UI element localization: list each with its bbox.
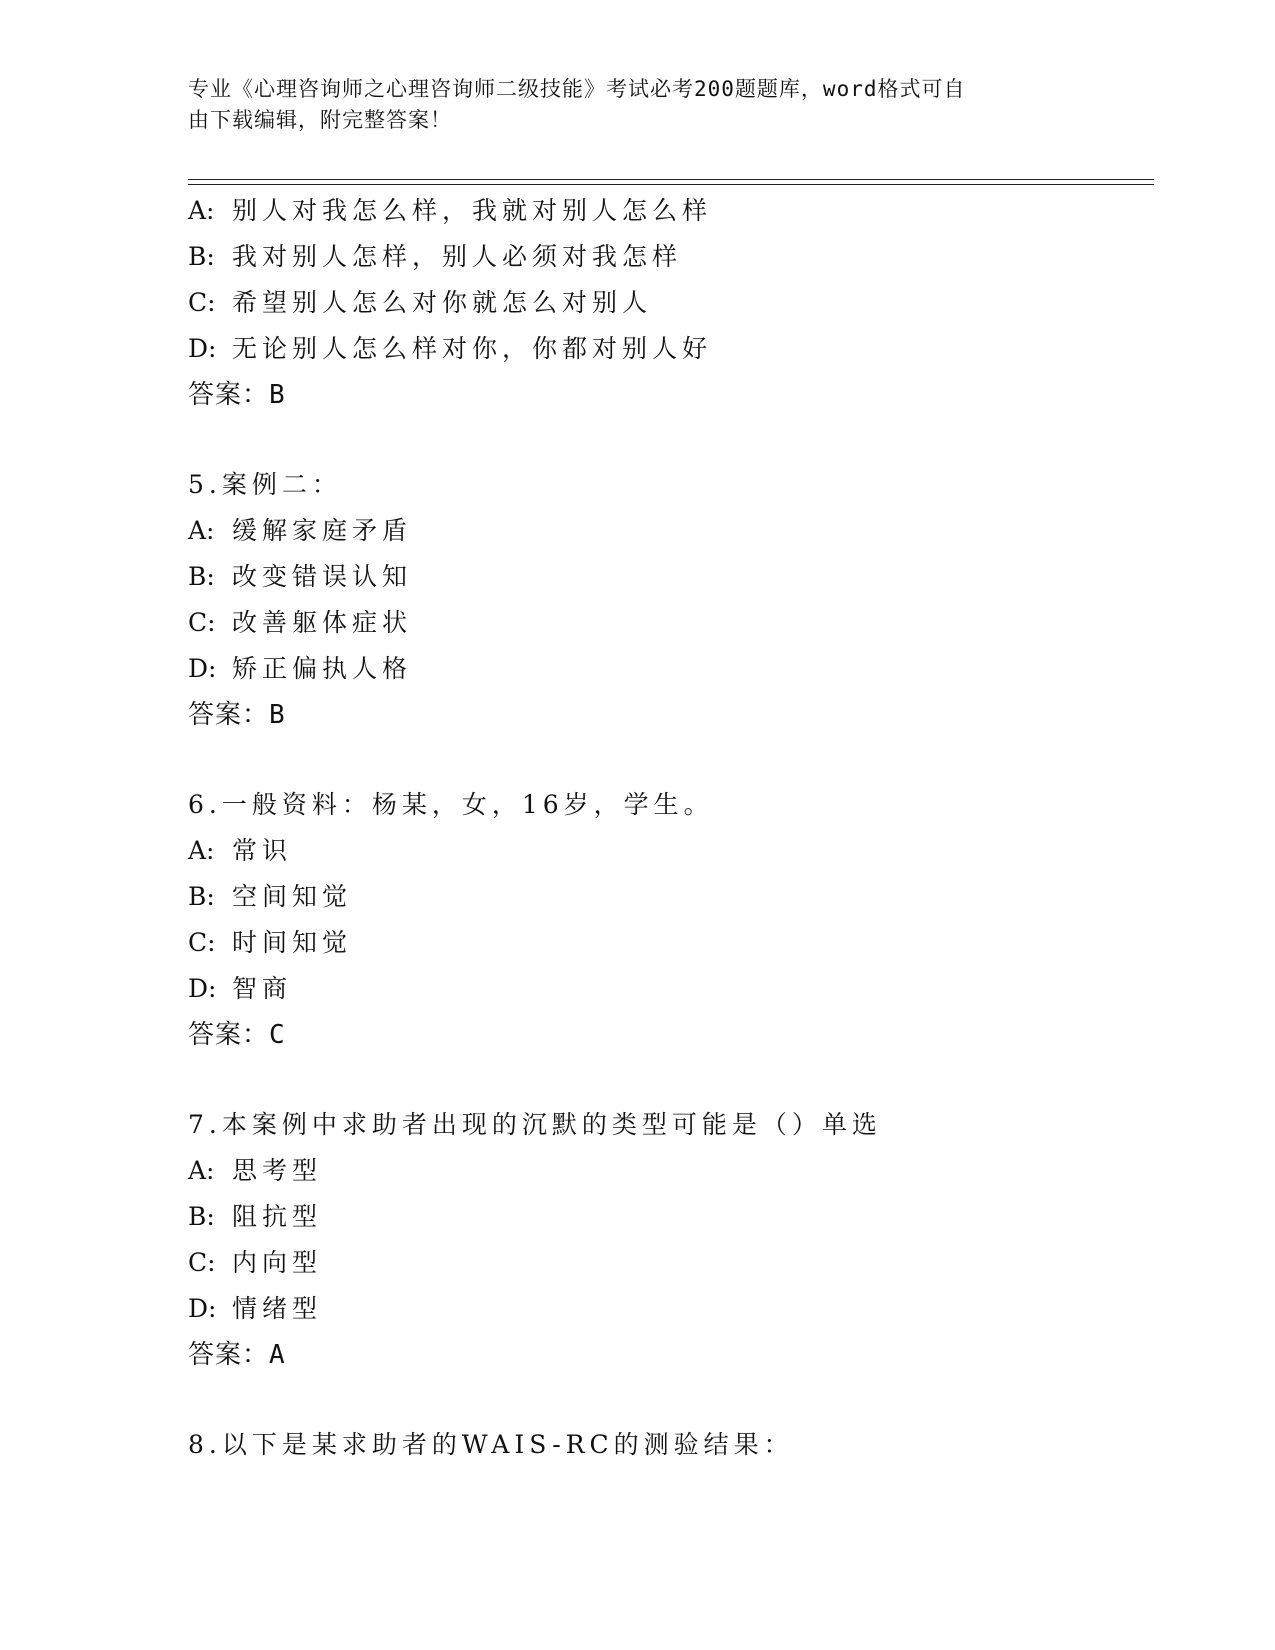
header-title-line-1: 专业《心理咨询师之心理咨询师二级技能》考试必考200题题库，word格式可自 <box>188 77 966 101</box>
option-text: 内向型 <box>232 1248 323 1277</box>
question-stem: 7.本案例中求助者出现的沉默的类型可能是（）单选 <box>188 1110 882 1139</box>
option-key: B: <box>188 1202 215 1231</box>
option-key: C: <box>188 288 216 317</box>
option-b <box>188 554 1148 600</box>
document-header <box>188 74 1088 136</box>
option-text: 矫正偏执人格 <box>232 654 413 683</box>
option-d <box>188 326 1148 372</box>
header-title-line-2: 由下载编辑，附完整答案！ <box>188 108 452 132</box>
block-spacer <box>188 738 1148 782</box>
option-key: B: <box>188 562 215 591</box>
option-key: B: <box>188 242 215 271</box>
option-key: C: <box>188 1248 216 1277</box>
option-text: 常识 <box>232 836 293 865</box>
answer-value: A <box>269 1340 286 1370</box>
question-block-4 <box>188 188 1148 418</box>
option-key: C: <box>188 608 216 637</box>
option-text: 改变错误认知 <box>232 562 413 591</box>
answer-value: B <box>269 380 286 410</box>
option-key: D: <box>188 654 217 683</box>
header-divider-bottom <box>188 184 1154 185</box>
option-c <box>188 600 1148 646</box>
option-d <box>188 646 1148 692</box>
option-text: 别人对我怎么样，我就对别人怎么样 <box>232 196 713 225</box>
option-key: D: <box>188 334 217 363</box>
option-key: A: <box>188 516 215 545</box>
question-list <box>188 188 1148 1468</box>
option-key: A: <box>188 196 215 225</box>
option-key: A: <box>188 836 215 865</box>
option-text: 思考型 <box>232 1156 323 1185</box>
option-a <box>188 508 1148 554</box>
answer-label: 答案： <box>188 700 270 730</box>
question-block-5 <box>188 462 1148 738</box>
option-a <box>188 188 1148 234</box>
option-b <box>188 1194 1148 1240</box>
option-text: 我对别人怎样，别人必须对我怎样 <box>232 242 683 271</box>
question-stem: 5.案例二： <box>188 470 342 499</box>
option-key: D: <box>188 974 217 1003</box>
option-key: C: <box>188 928 216 957</box>
answer-label: 答案： <box>188 380 270 410</box>
option-a <box>188 828 1148 874</box>
option-key: B: <box>188 882 215 911</box>
option-text: 时间知觉 <box>232 928 353 957</box>
option-text: 情绪型 <box>232 1294 323 1323</box>
answer-value: C <box>269 1020 286 1050</box>
option-text: 无论别人怎么样对你，你都对别人好 <box>232 334 713 363</box>
option-c <box>188 920 1148 966</box>
block-spacer <box>188 418 1148 462</box>
option-key: A: <box>188 1156 215 1185</box>
option-text: 缓解家庭矛盾 <box>232 516 413 545</box>
question-stem: 8.以下是某求助者的WAIS-RC的测验结果： <box>188 1430 794 1459</box>
option-d <box>188 966 1148 1012</box>
option-text: 空间知觉 <box>232 882 353 911</box>
option-b <box>188 234 1148 280</box>
option-key: D: <box>188 1294 217 1323</box>
question-block-8 <box>188 1422 1148 1468</box>
option-a <box>188 1148 1148 1194</box>
answer-line <box>188 1332 1148 1378</box>
option-c <box>188 280 1148 326</box>
option-text: 希望别人怎么对你就怎么对别人 <box>232 288 653 317</box>
option-text: 智商 <box>232 974 293 1003</box>
question-block-6 <box>188 782 1148 1058</box>
option-text: 改善躯体症状 <box>232 608 413 637</box>
question-block-7 <box>188 1102 1148 1378</box>
option-text: 阻抗型 <box>232 1202 323 1231</box>
answer-label: 答案： <box>188 1020 270 1050</box>
answer-label: 答案： <box>188 1340 270 1370</box>
answer-line <box>188 1012 1148 1058</box>
block-spacer <box>188 1058 1148 1102</box>
question-stem: 6.一般资料：杨某，女，16岁，学生。 <box>188 790 714 819</box>
answer-value: B <box>269 700 286 730</box>
answer-line <box>188 372 1148 418</box>
option-d <box>188 1286 1148 1332</box>
block-spacer <box>188 1378 1148 1422</box>
option-c <box>188 1240 1148 1286</box>
answer-line <box>188 692 1148 738</box>
header-divider-top <box>188 179 1154 180</box>
option-b <box>188 874 1148 920</box>
